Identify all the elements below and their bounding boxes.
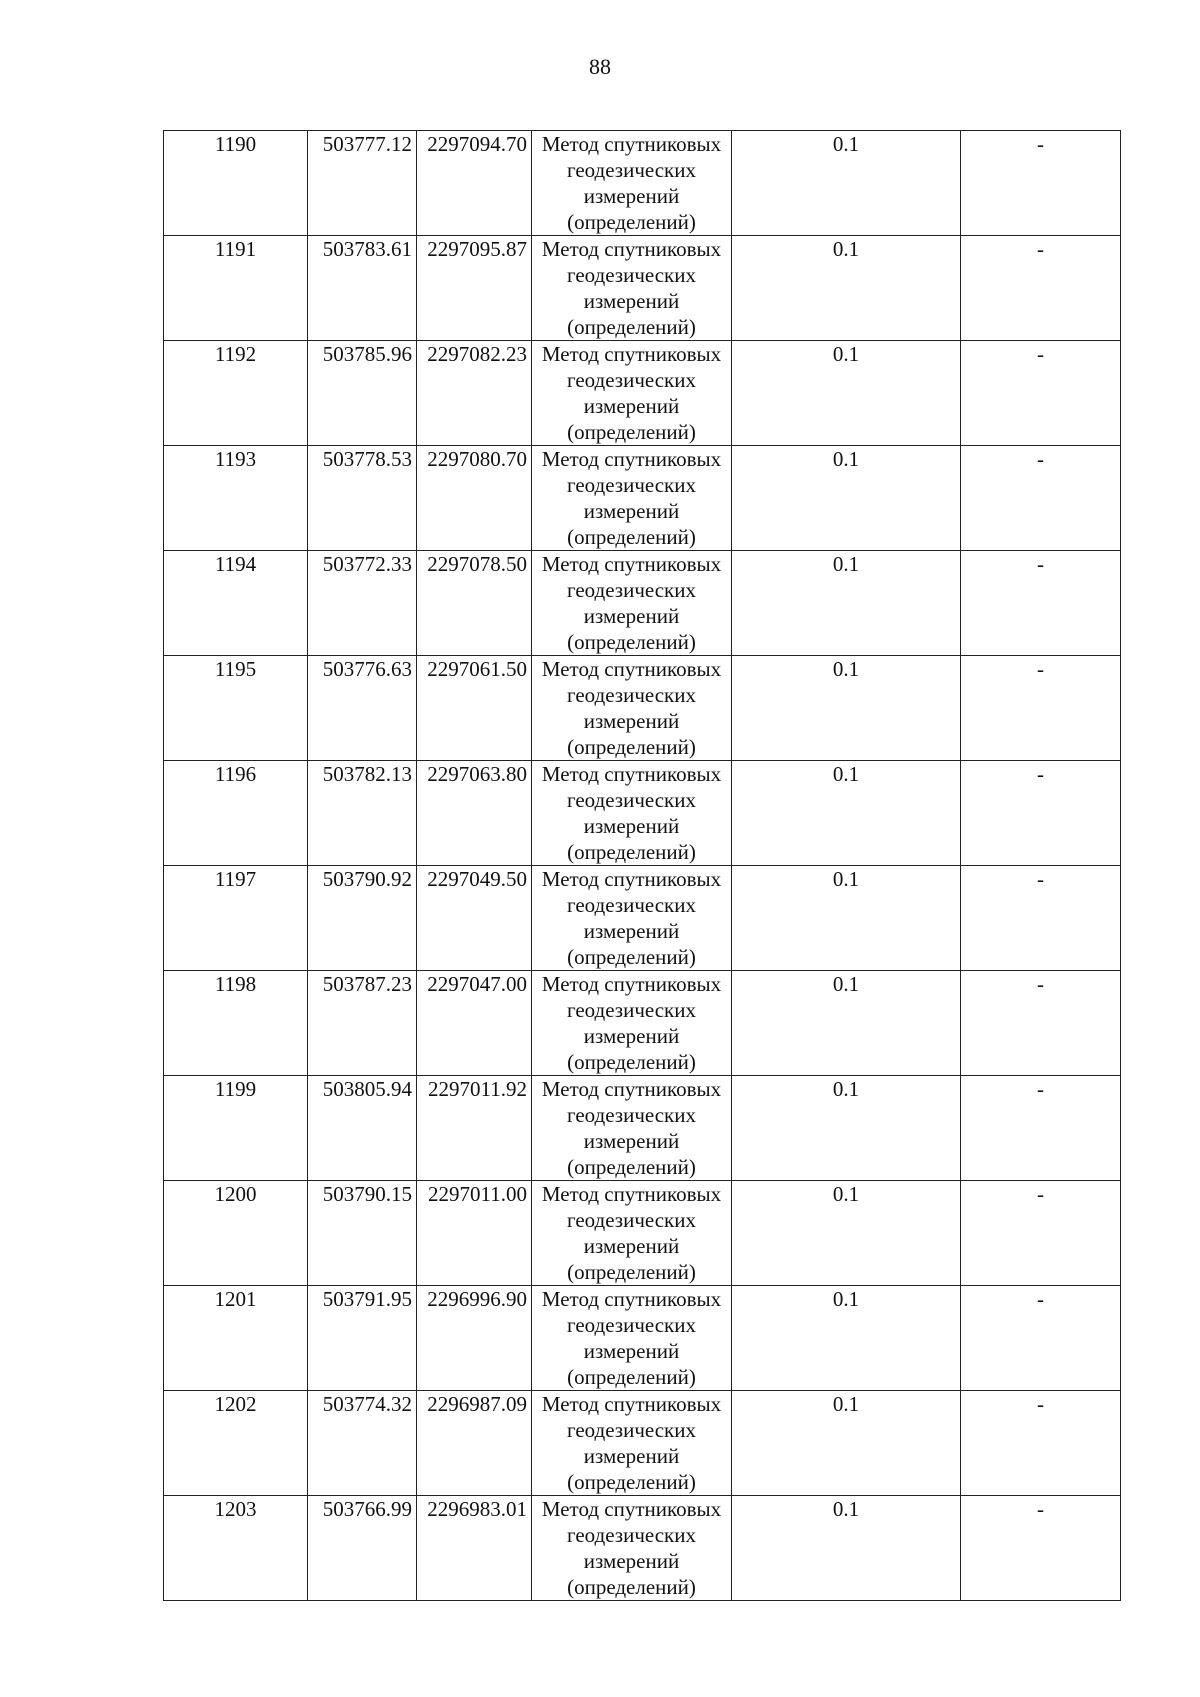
table-row <box>164 656 1121 761</box>
accuracy-cell: 0.1 <box>732 1496 961 1601</box>
accuracy-cell: 0.1 <box>732 446 961 551</box>
note-cell: - <box>961 341 1121 446</box>
method-cell: Метод спутниковых геодезических измерений (определений) <box>532 656 732 761</box>
method-cell: Метод спутниковых геодезических измерений (определений) <box>532 446 732 551</box>
y-coordinate-cell: 2296983.01 <box>417 1496 532 1601</box>
x-coordinate-cell: 503791.95 <box>308 1286 417 1391</box>
y-coordinate-cell: 2297095.87 <box>417 236 532 341</box>
point-number-cell: 1203 <box>164 1496 308 1601</box>
note-cell: - <box>961 1181 1121 1286</box>
table-row <box>164 1391 1121 1496</box>
x-coordinate-cell: 503778.53 <box>308 446 417 551</box>
table-row <box>164 1076 1121 1181</box>
method-cell: Метод спутниковых геодезических измерений (определений) <box>532 1286 732 1391</box>
y-coordinate-cell: 2297047.00 <box>417 971 532 1076</box>
note-cell: - <box>961 1076 1121 1181</box>
accuracy-cell: 0.1 <box>732 1181 961 1286</box>
point-number-cell: 1192 <box>164 341 308 446</box>
method-cell: Метод спутниковых геодезических измерений (определений) <box>532 1496 732 1601</box>
point-number-cell: 1197 <box>164 866 308 971</box>
point-number-cell: 1190 <box>164 131 308 236</box>
method-cell: Метод спутниковых геодезических измерений (определений) <box>532 236 732 341</box>
note-cell: - <box>961 761 1121 866</box>
y-coordinate-cell: 2297078.50 <box>417 551 532 656</box>
table-row <box>164 236 1121 341</box>
x-coordinate-cell: 503776.63 <box>308 656 417 761</box>
note-cell: - <box>961 1496 1121 1601</box>
x-coordinate-cell: 503766.99 <box>308 1496 417 1601</box>
accuracy-cell: 0.1 <box>732 1391 961 1496</box>
note-cell: - <box>961 236 1121 341</box>
table-row <box>164 1496 1121 1601</box>
x-coordinate-cell: 503785.96 <box>308 341 417 446</box>
y-coordinate-cell: 2297080.70 <box>417 446 532 551</box>
table-row <box>164 1286 1121 1391</box>
coordinates-table <box>163 130 1121 1601</box>
table-row <box>164 341 1121 446</box>
y-coordinate-cell: 2297011.92 <box>417 1076 532 1181</box>
note-cell: - <box>961 1286 1121 1391</box>
y-coordinate-cell: 2297061.50 <box>417 656 532 761</box>
point-number-cell: 1194 <box>164 551 308 656</box>
point-number-cell: 1193 <box>164 446 308 551</box>
point-number-cell: 1195 <box>164 656 308 761</box>
point-number-cell: 1191 <box>164 236 308 341</box>
point-number-cell: 1201 <box>164 1286 308 1391</box>
accuracy-cell: 0.1 <box>732 236 961 341</box>
method-cell: Метод спутниковых геодезических измерений (определений) <box>532 551 732 656</box>
method-cell: Метод спутниковых геодезических измерений (определений) <box>532 1181 732 1286</box>
table-row <box>164 971 1121 1076</box>
accuracy-cell: 0.1 <box>732 761 961 866</box>
x-coordinate-cell: 503772.33 <box>308 551 417 656</box>
point-number-cell: 1198 <box>164 971 308 1076</box>
method-cell: Метод спутниковых геодезических измерений (определений) <box>532 866 732 971</box>
method-cell: Метод спутниковых геодезических измерений (определений) <box>532 761 732 866</box>
note-cell: - <box>961 131 1121 236</box>
y-coordinate-cell: 2297011.00 <box>417 1181 532 1286</box>
x-coordinate-cell: 503777.12 <box>308 131 417 236</box>
accuracy-cell: 0.1 <box>732 551 961 656</box>
accuracy-cell: 0.1 <box>732 1076 961 1181</box>
y-coordinate-cell: 2296996.90 <box>417 1286 532 1391</box>
y-coordinate-cell: 2297063.80 <box>417 761 532 866</box>
point-number-cell: 1196 <box>164 761 308 866</box>
note-cell: - <box>961 446 1121 551</box>
table-row <box>164 551 1121 656</box>
x-coordinate-cell: 503790.15 <box>308 1181 417 1286</box>
y-coordinate-cell: 2296987.09 <box>417 1391 532 1496</box>
y-coordinate-cell: 2297094.70 <box>417 131 532 236</box>
method-cell: Метод спутниковых геодезических измерений (определений) <box>532 1391 732 1496</box>
accuracy-cell: 0.1 <box>732 131 961 236</box>
method-cell: Метод спутниковых геодезических измерений (определений) <box>532 341 732 446</box>
page-number: 88 <box>589 54 611 79</box>
method-cell: Метод спутниковых геодезических измерений (определений) <box>532 1076 732 1181</box>
accuracy-cell: 0.1 <box>732 656 961 761</box>
x-coordinate-cell: 503787.23 <box>308 971 417 1076</box>
method-cell: Метод спутниковых геодезических измерений (определений) <box>532 131 732 236</box>
point-number-cell: 1200 <box>164 1181 308 1286</box>
note-cell: - <box>961 866 1121 971</box>
note-cell: - <box>961 656 1121 761</box>
table-row <box>164 761 1121 866</box>
x-coordinate-cell: 503805.94 <box>308 1076 417 1181</box>
table-row <box>164 131 1121 236</box>
note-cell: - <box>961 971 1121 1076</box>
coordinates-table-body <box>164 131 1121 1601</box>
note-cell: - <box>961 551 1121 656</box>
accuracy-cell: 0.1 <box>732 341 961 446</box>
x-coordinate-cell: 503774.32 <box>308 1391 417 1496</box>
table-row <box>164 1181 1121 1286</box>
point-number-cell: 1202 <box>164 1391 308 1496</box>
x-coordinate-cell: 503790.92 <box>308 866 417 971</box>
accuracy-cell: 0.1 <box>732 1286 961 1391</box>
point-number-cell: 1199 <box>164 1076 308 1181</box>
table-row <box>164 866 1121 971</box>
note-cell: - <box>961 1391 1121 1496</box>
accuracy-cell: 0.1 <box>732 971 961 1076</box>
table-row <box>164 446 1121 551</box>
x-coordinate-cell: 503782.13 <box>308 761 417 866</box>
method-cell: Метод спутниковых геодезических измерений (определений) <box>532 971 732 1076</box>
x-coordinate-cell: 503783.61 <box>308 236 417 341</box>
accuracy-cell: 0.1 <box>732 866 961 971</box>
y-coordinate-cell: 2297049.50 <box>417 866 532 971</box>
y-coordinate-cell: 2297082.23 <box>417 341 532 446</box>
